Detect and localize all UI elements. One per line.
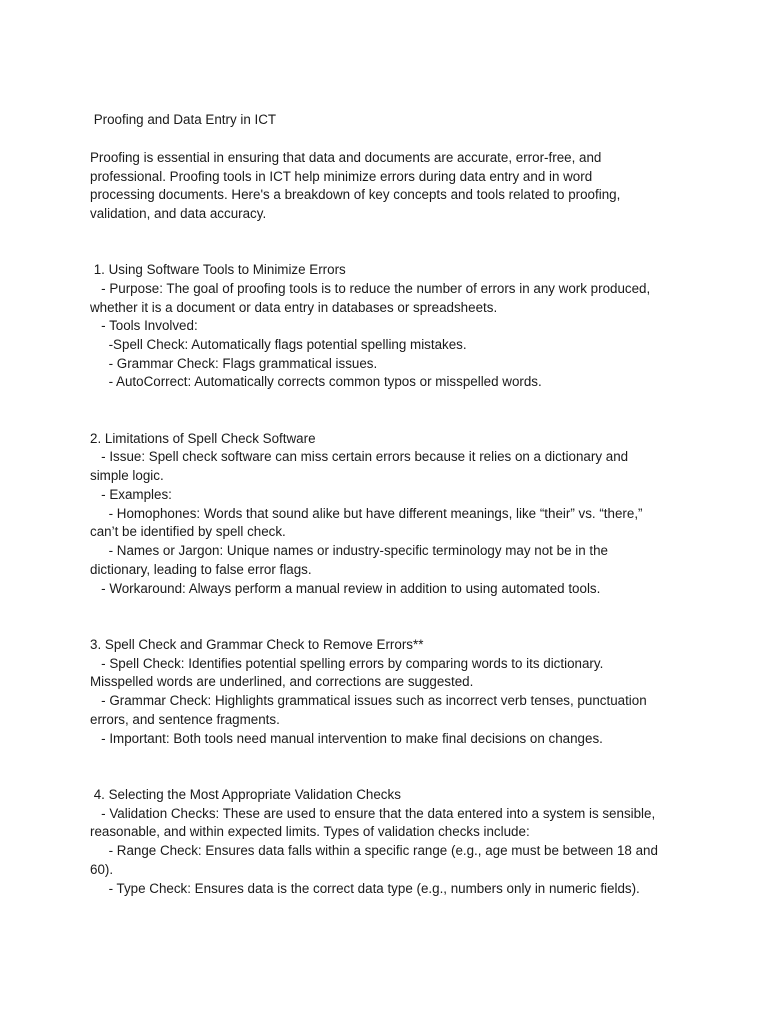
text-line: - Names or Jargon: Unique names or industry-specific terminology may not be in the <box>90 543 608 558</box>
text-line: - Grammar Check: Flags grammatical issues. <box>90 356 378 371</box>
section-heading: 4. Selecting the Most Appropriate Validation Checks <box>90 787 401 802</box>
text-line: professional. Proofing tools in ICT help minimize errors during data entry and in word <box>90 169 593 184</box>
text-line: - AutoCorrect: Automatically corrects common typos or misspelled words. <box>90 374 542 389</box>
text-line: - Range Check: Ensures data falls within a specific range (e.g., age must be between 18 and <box>90 843 658 858</box>
text-line: -Spell Check: Automatically flags potential spelling mistakes. <box>90 337 467 352</box>
text-line: Misspelled words are underlined, and corrections are suggested. <box>90 674 474 689</box>
text-line: - Workaround: Always perform a manual review in addition to using automated tools. <box>90 581 601 596</box>
text-line: can’t be identified by spell check. <box>90 524 286 539</box>
text-line: simple logic. <box>90 468 164 483</box>
text-line: - Spell Check: Identifies potential spelling errors by comparing words to its dictionary. <box>90 656 604 671</box>
text-line: - Validation Checks: These are used to ensure that the data entered into a system is sensible, <box>90 806 656 821</box>
section-heading: 3. Spell Check and Grammar Check to Remove Errors** <box>90 637 424 652</box>
text-line: validation, and data accuracy. <box>90 206 267 221</box>
text-line: - Grammar Check: Highlights grammatical issues such as incorrect verb tenses, punctuation <box>90 693 647 708</box>
text-line: - Purpose: The goal of proofing tools is to reduce the number of errors in any work produced, <box>90 281 651 296</box>
section-heading: 1. Using Software Tools to Minimize Errors <box>90 262 346 277</box>
text-line: whether it is a document or data entry in databases or spreadsheets. <box>90 300 498 315</box>
text-line: - Tools Involved: <box>90 318 198 333</box>
text-line: processing documents. Here's a breakdown of key concepts and tools related to proofing, <box>90 187 621 202</box>
text-line: reasonable, and within expected limits. Types of validation checks include: <box>90 824 530 839</box>
text-line: Proofing is essential in ensuring that data and documents are accurate, error-free, and <box>90 150 602 165</box>
text-line: - Issue: Spell check software can miss certain errors because it relies on a dictionary and <box>90 449 629 464</box>
text-line: - Homophones: Words that sound alike but have different meanings, like “their” vs. “there,” <box>90 506 643 521</box>
text-line: 60). <box>90 862 114 877</box>
text-line: - Important: Both tools need manual intervention to make final decisions on changes. <box>90 731 603 746</box>
text-line: dictionary, leading to false error flags. <box>90 562 312 577</box>
text-line: errors, and sentence fragments. <box>90 712 280 727</box>
section-heading: 2. Limitations of Spell Check Software <box>90 431 316 446</box>
text-line: - Examples: <box>90 487 172 502</box>
text-line: - Type Check: Ensures data is the correct data type (e.g., numbers only in numeric fields). <box>90 881 640 896</box>
document-title: Proofing and Data Entry in ICT <box>90 112 277 127</box>
